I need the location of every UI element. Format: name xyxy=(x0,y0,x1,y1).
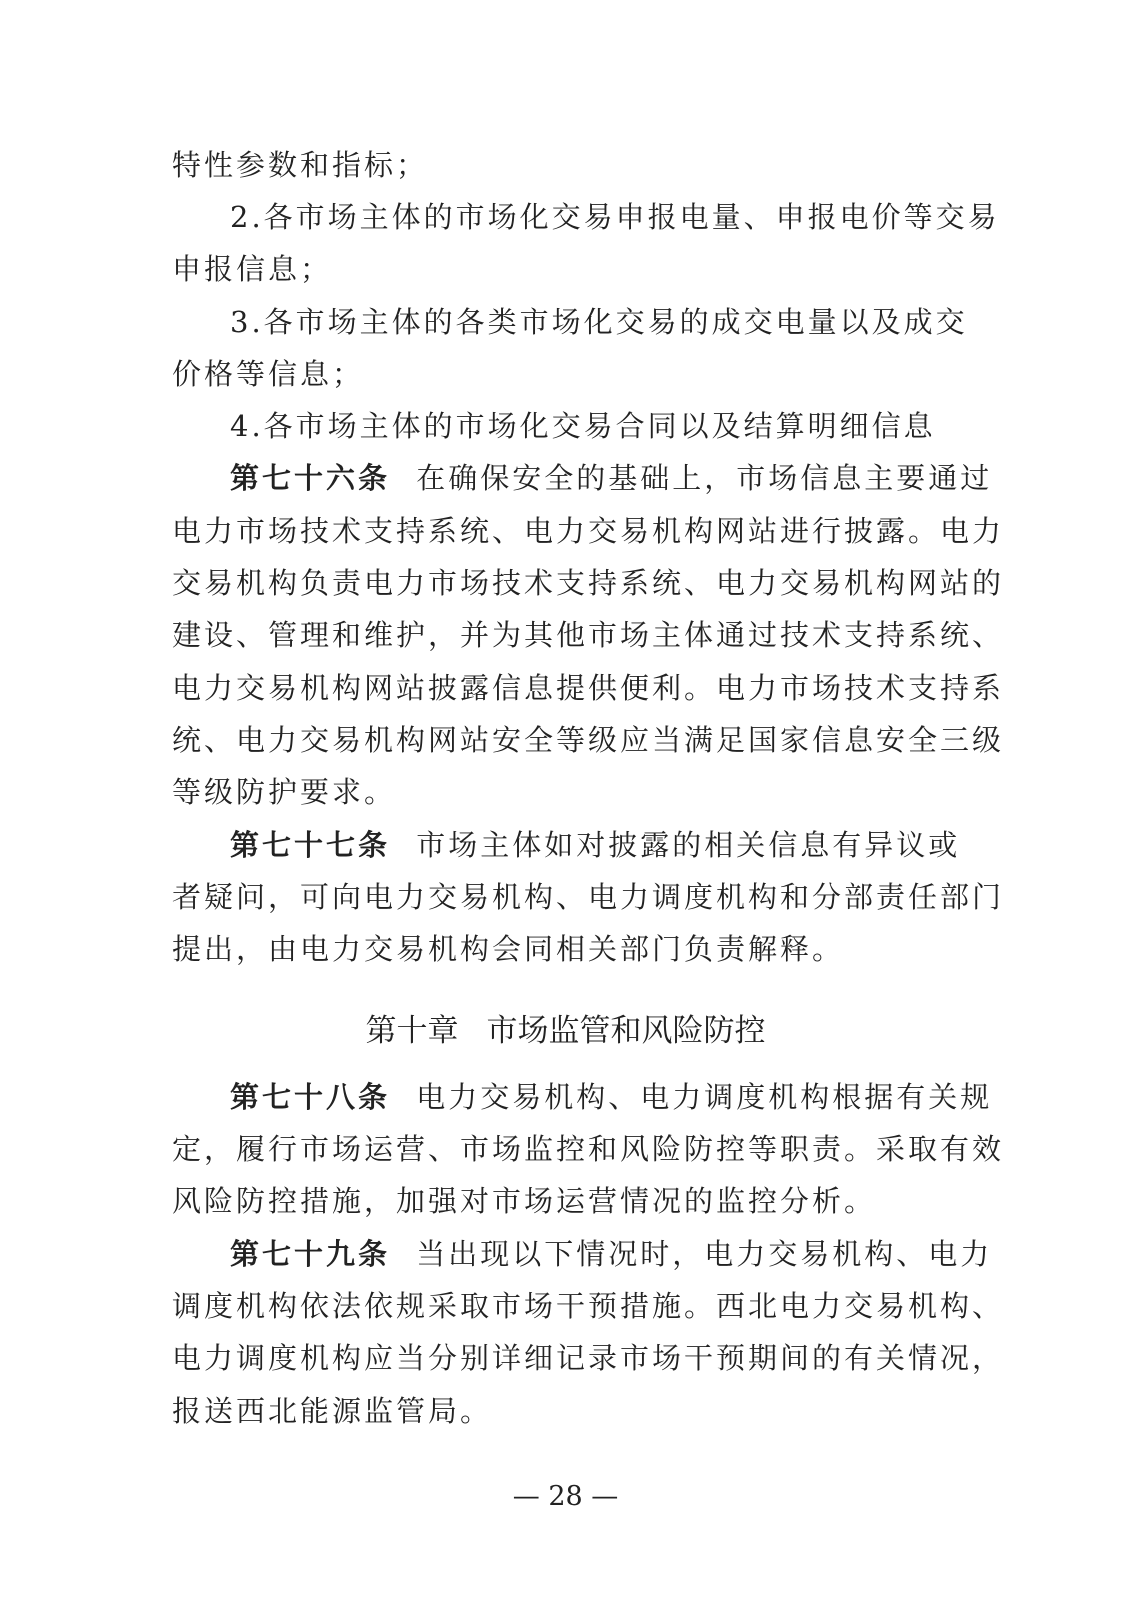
text-line: 调度机构依法依规采取市场干预措施。西北电力交易机构、 xyxy=(172,1289,1005,1323)
text-line: 2.各市场主体的市场化交易申报电量、申报电价等交易 xyxy=(230,200,1000,234)
chapter-heading xyxy=(0,1006,1131,1056)
article-76-first-line xyxy=(230,453,993,503)
text-line: 特性参数和指标； xyxy=(172,148,429,182)
text-line: 4.各市场主体的市场化交易合同以及结算明细信息 xyxy=(230,409,936,443)
text-line: 等级防护要求。 xyxy=(172,775,397,809)
text-line: 价格等信息； xyxy=(172,357,365,391)
article-78-first-line xyxy=(230,1072,993,1122)
article-77-label: 第七十七条 xyxy=(230,828,391,862)
chapter-title: 市场监管和风险防控 xyxy=(486,1013,766,1049)
article-77-first-line xyxy=(230,820,962,870)
article-76-label: 第七十六条 xyxy=(230,461,391,495)
article-79-label: 第七十九条 xyxy=(230,1237,391,1271)
text-line: 申报信息； xyxy=(172,252,333,286)
text-line: 者疑问，可向电力交易机构、电力调度机构和分部责任部门 xyxy=(172,880,1005,914)
text-line: 电力市场技术支持系统、电力交易机构网站进行披露。电力 xyxy=(172,514,1005,548)
text-line: 市场主体如对披露的相关信息有异议或 xyxy=(416,828,961,862)
text-line: 报送西北能源监管局。 xyxy=(172,1394,493,1428)
article-79-first-line xyxy=(230,1229,993,1279)
text-line: 统、电力交易机构网站安全等级应当满足国家信息安全三级 xyxy=(172,723,1005,757)
text-line: 交易机构负责电力市场技术支持系统、电力交易机构网站的 xyxy=(172,566,1005,600)
text-line: 电力调度机构应当分别详细记录市场干预期间的有关情况， xyxy=(172,1341,1005,1375)
text-line: 建设、管理和维护，并为其他市场主体通过技术支持系统、 xyxy=(172,618,1005,652)
text-line: 电力交易机构网站披露信息提供便利。电力市场技术支持系 xyxy=(172,671,1005,705)
text-line: 定，履行市场运营、市场监控和风险防控等职责。采取有效 xyxy=(172,1132,1005,1166)
text-line: 在确保安全的基础上，市场信息主要通过 xyxy=(416,461,993,495)
text-line: 提出，由电力交易机构会同相关部门负责解释。 xyxy=(172,932,845,966)
chapter-number: 第十章 xyxy=(365,1013,459,1049)
article-78-label: 第七十八条 xyxy=(230,1080,391,1114)
page-number: — 28 — xyxy=(512,1481,619,1512)
text-line: 风险防控措施，加强对市场运营情况的监控分析。 xyxy=(172,1184,877,1218)
text-line: 当出现以下情况时，电力交易机构、电力 xyxy=(416,1237,993,1271)
text-line: 电力交易机构、电力调度机构根据有关规 xyxy=(416,1080,993,1114)
text-line: 3.各市场主体的各类市场化交易的成交电量以及成交 xyxy=(230,305,968,339)
